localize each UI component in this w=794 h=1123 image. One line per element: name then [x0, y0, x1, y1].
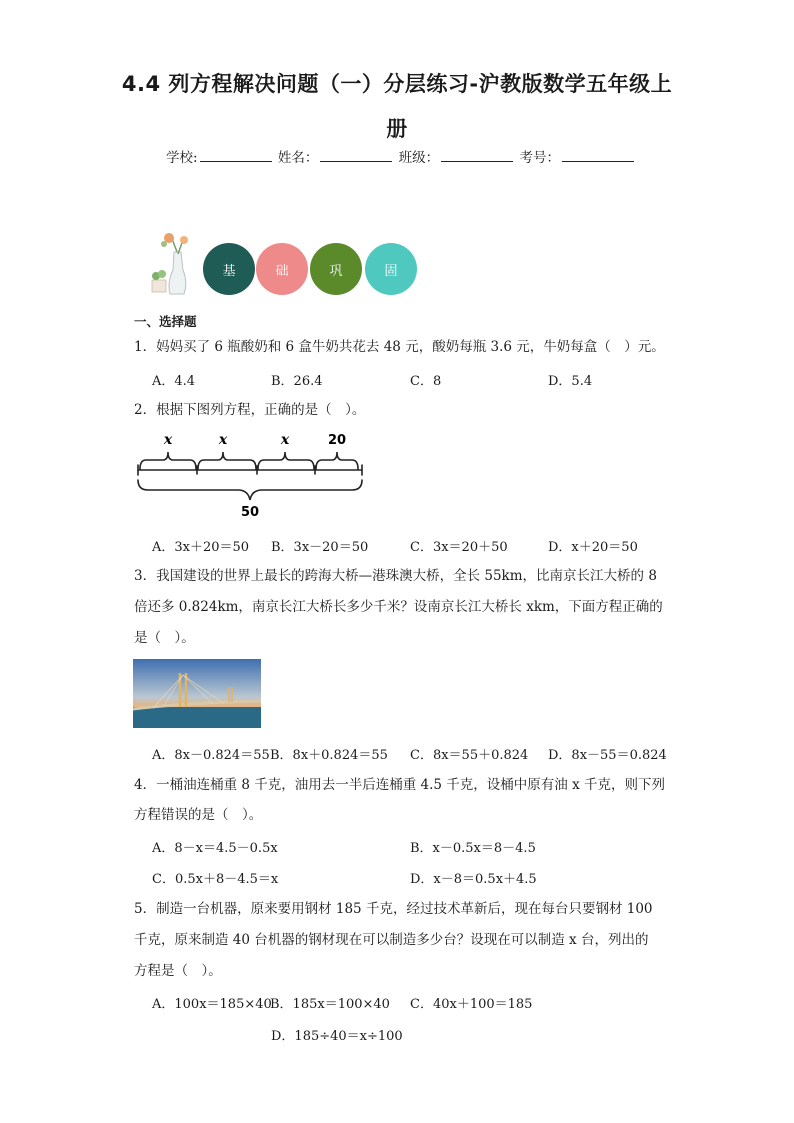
badge-gu: 固	[365, 243, 417, 295]
q4-option-d[interactable]: D．x－8＝0.5x＋4.5	[410, 872, 537, 887]
q5-option-a[interactable]: A．100x＝185×40	[152, 997, 272, 1012]
q2-option-c[interactable]: C．3x＝20＋50	[410, 540, 508, 555]
q3-option-b[interactable]: B．8x＋0.824＝55	[270, 748, 388, 763]
exam-number-label: 考号：	[519, 150, 560, 166]
name-label: 姓名：	[277, 150, 319, 166]
q1-option-c[interactable]: C．8	[410, 374, 442, 389]
bridge-photo	[133, 659, 261, 728]
q5-option-b[interactable]: B．185x＝100×40	[270, 997, 390, 1012]
document-title-line2: 册	[386, 117, 408, 141]
student-info-row	[166, 146, 636, 166]
question-3-line3: 是（ ）。	[134, 630, 195, 646]
section-title: 一、选择题	[134, 314, 197, 329]
diagram-label-20: 20	[327, 433, 347, 448]
q3-option-a[interactable]: A．8x－0.824＝55	[152, 748, 270, 763]
q3-option-d[interactable]: D．8x－55＝0.824	[548, 748, 667, 763]
question-5-line3: 方程是（ ）。	[134, 963, 222, 979]
diagram-label-x1: x	[163, 432, 173, 448]
q5-option-d[interactable]: D．185÷40＝x÷100	[271, 1029, 403, 1044]
segment-diagram	[132, 428, 368, 520]
class-field[interactable]	[441, 148, 513, 162]
diagram-label-x2: x	[218, 432, 228, 448]
badge-gong: 巩	[310, 243, 362, 295]
exam-number-field[interactable]	[562, 148, 634, 162]
question-4-line2: 方程错误的是（ ）。	[134, 807, 263, 823]
q4-option-a[interactable]: A．8－x＝4.5－0.5x	[152, 841, 278, 856]
q2-option-b[interactable]: B．3x－20＝50	[271, 540, 369, 555]
q2-option-d[interactable]: D．x＋20＝50	[548, 540, 638, 555]
question-2: 2．根据下图列方程，正确的是（ ）。	[134, 402, 366, 418]
q1-option-b[interactable]: B．26.4	[271, 374, 323, 389]
badge-ji: 基	[203, 243, 255, 295]
q3-option-c[interactable]: C．8x＝55＋0.824	[410, 748, 529, 763]
q5-option-c[interactable]: C．40x＋100＝185	[410, 997, 533, 1012]
document-title: 4.4 列方程解决问题（一）分层练习-沪教版数学五年级上	[121, 72, 673, 96]
badge-chu: 础	[256, 243, 308, 295]
plant-vase-icon	[150, 232, 194, 296]
question-1: 1．妈妈买了 6 瓶酸奶和 6 盒牛奶共花去 48 元，酸奶每瓶 3.6 元，牛奶每盒（ ）元。	[134, 339, 665, 355]
question-5-line1: 5．制造一台机器，原来要用钢材 185 千克，经过技术革新后，现在每台只要钢材 100	[134, 901, 653, 917]
q1-option-a[interactable]: A．4.4	[152, 374, 196, 389]
q2-option-a[interactable]: A．3x＋20＝50	[152, 540, 250, 555]
question-5-line2: 千克，原来制造 40 台机器的钢材现在可以制造多少台？设现在可以制造 x 台，列出的	[134, 932, 649, 948]
question-3-line2: 倍还多 0.824km，南京长江大桥长多少千米？设南京长江大桥长 xkm，下面方程正确的	[134, 599, 663, 615]
diagram-label-total: 50	[240, 505, 260, 520]
q4-option-b[interactable]: B．x－0.5x＝8－4.5	[410, 841, 536, 856]
school-label: 学校:	[166, 150, 198, 166]
school-field[interactable]	[200, 148, 272, 162]
q4-option-c[interactable]: C．0.5x＋8－4.5＝x	[152, 872, 279, 887]
question-4-line1: 4．一桶油连桶重 8 千克，油用去一半后连桶重 4.5 千克，设桶中原有油 x 千克，则下列	[134, 777, 666, 793]
class-label: 班级：	[398, 150, 440, 166]
question-3-line1: 3．我国建设的世界上最长的跨海大桥—港珠澳大桥，全长 55km，比南京长江大桥的 8	[134, 568, 657, 584]
diagram-label-x3: x	[280, 432, 290, 448]
name-field[interactable]	[320, 148, 392, 162]
q1-option-d[interactable]: D．5.4	[548, 374, 593, 389]
